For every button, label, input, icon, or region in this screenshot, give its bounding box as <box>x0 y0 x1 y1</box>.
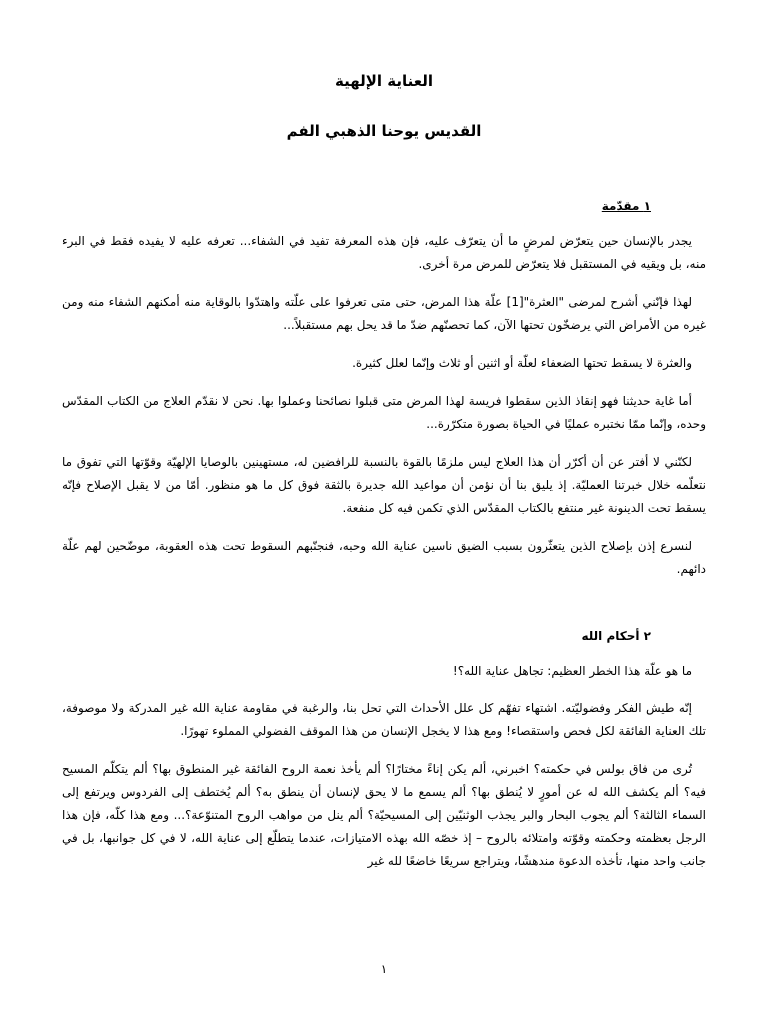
section-spacer <box>62 596 706 626</box>
paragraph: لهذا فإنّني أشرح لمرضى "العثرة"[1] علّة هذا المرض، حتى متى تعرفوا على علّته واهتدّوا بالوقاية منه أمكنهم الشفاء منه ومن غيره من الأمراض التي يرضخّون تحتها الآن، كما تحصنّهم ضدّ ما قد يحل بهم مستقبلاً... <box>62 295 706 332</box>
section-question: ما هو علّة هذا الخطر العظيم: تجاهل عناية الله؟! <box>452 664 692 678</box>
page-number: ١ <box>380 962 388 976</box>
document-title: العناية الإلهية <box>334 72 433 90</box>
section-heading-introduction: ١ مقدّمة <box>601 199 651 213</box>
paragraph: يجدر بالإنسان حين يتعرّض لمرضٍ ما أن يتعرّف عليه، فإن هذه المعرفة تفيد في الشفاء... تعرفه عليه لا يفيده فقط في البرء منه، بل ويقيه في المستقبل فلا يتعرّض للمرض مرة أخرى. <box>62 234 706 271</box>
paragraph: أما غاية حديثنا فهو إنقاذ الذين سقطوا فريسة لهذا المرض متى قبلوا نصائحنا وعملوا بها. نحن لا نقدّم العلاج من الكتاب المقدّس وحده، وإنّما ممّا نختبره عمليًا في الحياة بصورة متكرّرة... <box>62 394 706 431</box>
paragraph: لكنّني لا أفتر عن أن أكرّر أن هذا العلاج ليس ملزمًا بالقوة بالنسبة للرافضين له، مستهينين بالوصايا الإلهيّة وقوّتها التي تفوق ما نتعلّمه خلال خبرتنا العمليّة. إذ يليق بنا أن نؤمن أن مواعيد الله جديرة بالثقة فوق كل ما هو منظور. أمّا من لا يقبل الإصلاح فإنّه يسقط تحت الدينونة غير منتفع بالكتاب المقدّس الذي تكمن فيه كل منفعة. <box>62 455 706 515</box>
section-heading-judgments-of-god: ٢ أحكام الله <box>581 629 651 643</box>
paragraph: والعثرة لا يسقط تحتها الضعفاء لعلّة أو اثنين أو ثلاث وإنّما لعلل كثيرة. <box>352 356 692 370</box>
document-body <box>62 196 706 888</box>
document-author: القديس يوحنا الذهبي الفم <box>286 122 482 140</box>
paragraph: لنسرع إذن بإصلاح الذين يتعثّرون بسبب الضيق ناسين عناية الله وحبه، فنجنّبهم السقوط تحت هذه العقوبة، موضّحين لهم علّة دائهم. <box>62 539 706 576</box>
paragraph: إنّه طيش الفكر وفضوليّته. اشتهاء تفهّم كل علل الأحداث التي تحل بنا، والرغبة في مقاومة عناية الله غير المدركة ولا موصوفة، تلك العناية الفائقة لكل فحص واستقصاء! ومع هذا لا يخجل الإنسان من هذا الموقف الفضولي المملوء تهورًا. <box>62 701 706 738</box>
paragraph: تُرى من فاق بولس في حكمته؟ اخبرني، ألم يكن إناءً مختارًا؟ ألم يأخذ نعمة الروح الفائقة غير المنطوق بها؟ ألم يتكلّم المسيح فيه؟ ألم يكشف الله له عن أمورٍ لا يُنطق بها؟ ألم يسمع ما لا يحق لإنسان أن ينطق به؟ ألم يُختطف إلى الفردوس ويرتفع إلى السماء الثالثة؟ ألم يجوب البحار والبر يجذب الوثنيّين إلى المسيحيّة؟ ألم ينل من مواهب الروح المتنوّعة؟... ومع هذا كلّه، فإن هذا الرجل بعظمته وحكمته وقوّته وامتلائه بالروح – إذ خصّه الله بهذه الامتيازات، عندما يتطلّع إلى عناية الله، لا في كل جوانبها، بل في جانب واحد منها، تأخذه الدعوة مندهشًا، ويتراجع سريعًا خاضعًا لله غير <box>62 762 706 868</box>
